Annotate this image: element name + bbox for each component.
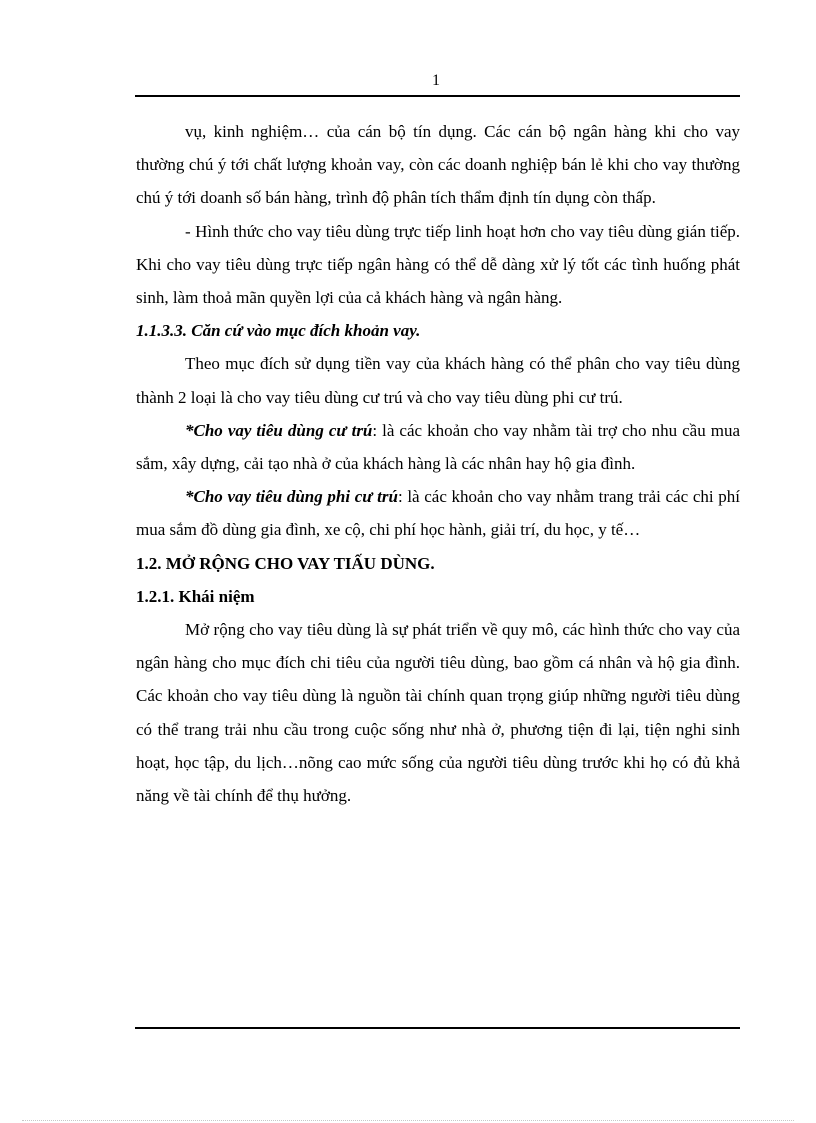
- paragraph-staff-experience: vụ, kinh nghiệm… của cán bộ tín dụng. Các cán bộ ngân hàng khi cho vay thường chú ý tới chất lượng khoản vay, còn các doanh nghiệp bán lẻ khi cho vay thường chú ý tới doanh số bán hàng, trình độ phân tích thẩm định tín dụng còn thấp.: [136, 122, 740, 208]
- section-heading-1-2-1: 1.2.1. Khái niệm: [136, 586, 255, 606]
- paragraph-non-residential-loan: [136, 480, 740, 546]
- paragraph-definition: Mở rộng cho vay tiêu dùng là sự phát triển về quy mô, các hình thức cho vay của ngân hàng cho mục đích chi tiêu của người tiêu dùng, bao gồm cá nhân và hộ gia đình. Các khoản cho vay tiêu dùng là nguồn tài chính quan trọng giúp những người tiêu dùng có thể trang trải nhu cầu trong cuộc sống như nhà ở, phương tiện đi lại, tiện nghi sinh hoạt, học tập, du lịch…nõng cao mức sống của người tiêu dùng trước khi họ có đủ khả năng về tài chính để thụ hưởng.: [136, 620, 740, 806]
- paragraph-direct-lending-flexibility: - Hình thức cho vay tiêu dùng trực tiếp linh hoạt hơn cho vay tiêu dùng gián tiếp. Khi cho vay tiêu dùng trực tiếp ngân hàng có thể dễ dàng xử lý tốt các tình huống phát sinh, làm thoả mãn quyền lợi của cả khách hàng và ngân hàng.: [136, 221, 740, 308]
- document-body: [136, 115, 740, 812]
- page-number: 1: [432, 72, 440, 89]
- definition-residential-loan: : là các khoản cho vay nhằm tài trợ cho nhu cầu mua sắm, xây dựng, cải tạo nhà ở của khách hàng là các nhân hay hộ gia đình.: [136, 420, 740, 474]
- header-rule: [135, 95, 740, 97]
- footer-rule: [135, 1027, 740, 1029]
- term-non-residential-loan: *Cho vay tiêu dùng phi cư trú: [185, 487, 398, 507]
- page-edge-divider: [22, 1120, 794, 1121]
- paragraph-loan-purpose: Theo mục đích sử dụng tiền vay của khách hàng có thể phân cho vay tiêu dùng thành 2 loại là cho vay tiêu dùng cư trú và cho vay tiêu dùng phi cư trú.: [136, 354, 740, 407]
- definition-non-residential-loan: : là các khoản cho vay nhằm trang trải các chi phí mua sắm đồ dùng gia đình, xe cộ, chi phí học hành, giải trí, du học, y tế…: [136, 487, 740, 540]
- term-residential-loan: *Cho vay tiêu dùng cư trú: [185, 420, 373, 440]
- section-heading-1-2: 1.2. MỞ RỘNG CHO VAY TIẤU DÙNG.: [136, 553, 435, 573]
- paragraph-residential-loan: [136, 414, 740, 480]
- section-heading-1-1-3-3: 1.1.3.3. Căn cứ vào mục đích khoản vay.: [136, 321, 421, 341]
